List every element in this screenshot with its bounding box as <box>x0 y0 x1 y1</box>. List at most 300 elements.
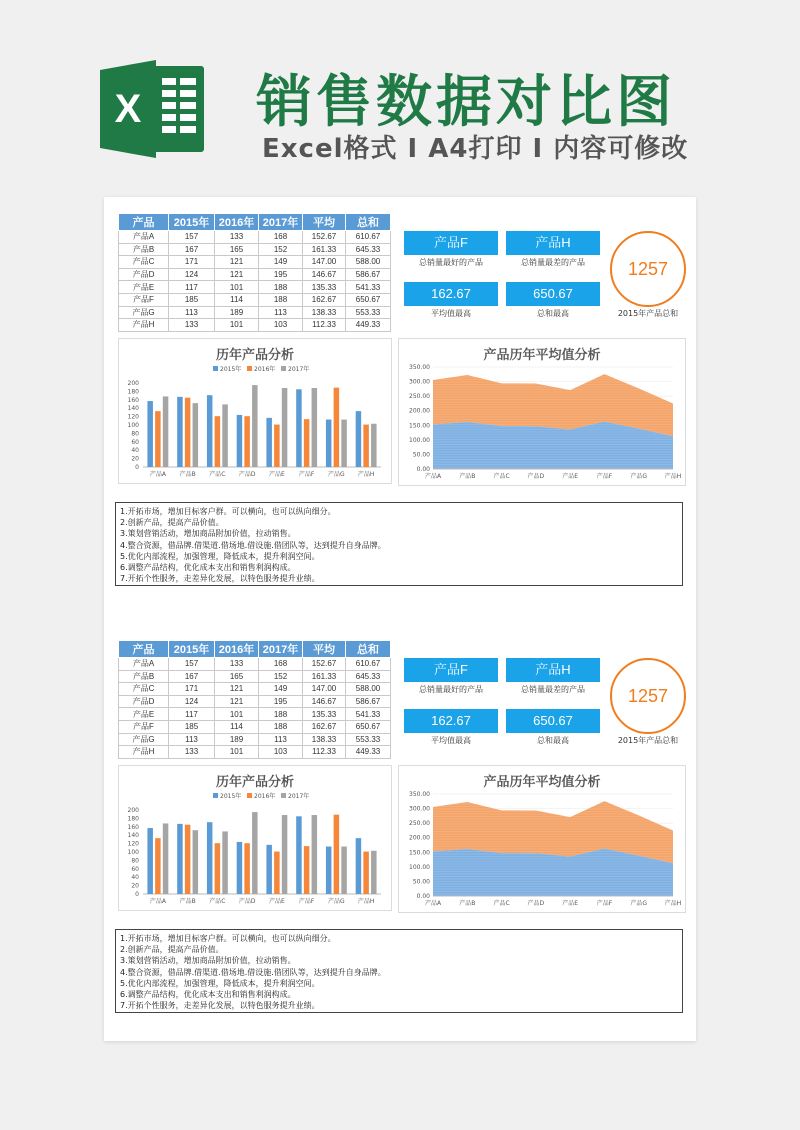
y-tick-label: 20 <box>131 882 139 890</box>
y-tick-label: 150.00 <box>409 849 430 857</box>
x-tick-label: 产品B <box>179 898 196 905</box>
legend-label: 2017年 <box>288 366 310 373</box>
table-cell: 133 <box>215 658 259 671</box>
worst-product-box: 产品H <box>506 231 600 255</box>
bar <box>363 852 369 894</box>
legend-label: 2016年 <box>254 366 276 373</box>
x-tick-label: 产品B <box>179 471 196 478</box>
y-tick-label: 150.00 <box>409 422 430 430</box>
bar <box>185 825 191 894</box>
y-tick-label: 180 <box>127 388 139 396</box>
table-cell: 117 <box>169 708 215 721</box>
table-cell: 161.33 <box>303 243 346 256</box>
table-row <box>119 733 391 746</box>
table-cell: 449.33 <box>346 746 391 759</box>
table-cell: 588.00 <box>346 683 391 696</box>
table-row <box>119 231 391 244</box>
table-cell: 168 <box>259 231 303 244</box>
table-cell: 161.33 <box>303 670 346 683</box>
total-2015-circle: 1257 <box>610 231 686 307</box>
table-cell: 产品A <box>119 658 169 671</box>
bar <box>282 815 288 894</box>
x-tick-label: 产品C <box>209 898 226 905</box>
table-cell: 121 <box>215 256 259 269</box>
table-cell: 152.67 <box>303 658 346 671</box>
table-cell: 189 <box>215 306 259 319</box>
area-chart-title: 产品历年平均值分析 <box>483 775 601 790</box>
table-cell: 产品G <box>119 733 169 746</box>
bar <box>207 395 213 467</box>
note-line: 5.优化内部流程，加强管理，降低成本，提升利润空间。 <box>120 978 320 988</box>
table-header-cell: 平均 <box>303 214 346 231</box>
table-cell: 产品D <box>119 695 169 708</box>
table-cell: 117 <box>169 281 215 294</box>
y-tick-label: 200 <box>127 380 139 387</box>
y-tick-label: 160 <box>127 823 139 831</box>
notes-box <box>115 502 683 586</box>
y-tick-label: 300.00 <box>409 378 430 386</box>
legend-swatch <box>247 793 252 798</box>
note-line: 3.策划营销活动，增加商品附加价值，拉动销售。 <box>120 956 296 966</box>
table-row <box>119 683 391 696</box>
worst-product-box: 产品H <box>506 658 600 682</box>
bar <box>363 425 369 467</box>
table-cell: 610.67 <box>346 231 391 244</box>
table-cell: 133 <box>215 231 259 244</box>
x-tick-label: 产品A <box>424 473 442 480</box>
x-tick-label: 产品B <box>459 900 476 907</box>
area-chart-panel <box>398 765 686 913</box>
y-tick-label: 100 <box>127 849 139 856</box>
table-cell: 产品H <box>119 319 169 332</box>
sales-table <box>118 213 391 332</box>
table-row <box>119 306 391 319</box>
legend-label: 2015年 <box>220 793 242 800</box>
table-header-cell: 2015年 <box>169 214 215 231</box>
bar <box>334 388 340 467</box>
table-header-cell: 2017年 <box>259 214 303 231</box>
note-line: 2.创新产品，提高产品价值。 <box>120 945 224 955</box>
max-total-box: 650.67 <box>506 282 600 306</box>
table-cell: 135.33 <box>303 281 346 294</box>
table-cell: 135.33 <box>303 708 346 721</box>
table-row <box>119 281 391 294</box>
y-tick-label: 0.00 <box>416 893 430 900</box>
x-tick-label: 产品E <box>268 471 285 478</box>
y-tick-label: 200.00 <box>409 834 430 842</box>
table-row <box>119 256 391 269</box>
table-header-row <box>119 214 391 231</box>
legend-swatch <box>281 366 286 371</box>
table-row <box>119 695 391 708</box>
x-tick-label: 产品G <box>630 473 648 480</box>
legend-label: 2015年 <box>220 366 242 373</box>
table-cell: 650.67 <box>346 720 391 733</box>
table-cell: 449.33 <box>346 319 391 332</box>
bar-chart-panel <box>118 765 392 911</box>
table-cell: 产品C <box>119 256 169 269</box>
table-cell: 产品B <box>119 670 169 683</box>
y-tick-label: 350.00 <box>409 791 430 798</box>
area-chart-panel <box>398 338 686 486</box>
bar <box>334 815 340 894</box>
legend-swatch <box>213 366 218 371</box>
table-cell: 113 <box>259 733 303 746</box>
legend-swatch <box>247 366 252 371</box>
bar <box>341 420 347 467</box>
table-header-cell: 总和 <box>346 641 391 658</box>
table-cell: 133 <box>169 319 215 332</box>
bar <box>177 397 183 467</box>
table-cell: 产品F <box>119 293 169 306</box>
table-cell: 101 <box>215 708 259 721</box>
table-cell: 165 <box>215 670 259 683</box>
x-tick-label: 产品D <box>527 473 545 480</box>
x-tick-label: 产品D <box>238 471 256 478</box>
table-header-cell: 2016年 <box>215 214 259 231</box>
bar <box>193 830 199 894</box>
y-tick-label: 250.00 <box>409 820 430 828</box>
table-cell: 188 <box>259 708 303 721</box>
excel-logo-icon <box>100 60 208 158</box>
note-line: 1.开拓市场，增加目标客户群。可以横向，也可以纵向细分。 <box>120 934 336 943</box>
y-tick-label: 80 <box>131 857 139 865</box>
table-cell: 103 <box>259 746 303 759</box>
table-header-cell: 产品 <box>119 641 169 658</box>
table-header-cell: 平均 <box>303 641 346 658</box>
table-cell: 101 <box>215 746 259 759</box>
table-row <box>119 319 391 332</box>
table-cell: 101 <box>215 281 259 294</box>
bar <box>356 411 362 467</box>
table-cell: 588.00 <box>346 256 391 269</box>
bar-chart-title: 历年产品分析 <box>215 775 294 790</box>
y-tick-label: 100.00 <box>409 863 430 871</box>
x-tick-label: 产品D <box>527 900 545 907</box>
table-cell: 541.33 <box>346 281 391 294</box>
total-2015-caption: 2015年产品总和 <box>617 309 679 318</box>
table-cell: 124 <box>169 268 215 281</box>
worst-product-caption: 总销量最差的产品 <box>521 258 585 267</box>
bar <box>274 425 280 467</box>
x-tick-label: 产品G <box>328 898 345 905</box>
header <box>0 0 800 180</box>
best-product-box: 产品F <box>404 658 498 682</box>
x-tick-label: 产品F <box>596 473 613 480</box>
table-cell: 149 <box>259 683 303 696</box>
table-cell: 650.67 <box>346 293 391 306</box>
table-cell: 157 <box>169 231 215 244</box>
y-tick-label: 160 <box>127 396 139 404</box>
bar <box>326 847 332 894</box>
table-cell: 167 <box>169 670 215 683</box>
table-cell: 113 <box>259 306 303 319</box>
bar <box>282 388 288 467</box>
bar <box>185 398 191 467</box>
table-cell: 124 <box>169 695 215 708</box>
bar <box>304 419 310 467</box>
x-tick-label: 产品A <box>424 900 442 907</box>
note-line: 7.开拓个性服务，走差异化发展，以特色服务提升业绩。 <box>120 574 320 584</box>
bar <box>341 847 347 894</box>
y-tick-label: 50.00 <box>412 878 430 886</box>
x-tick-label: 产品E <box>562 473 579 480</box>
table-cell: 645.33 <box>346 243 391 256</box>
table-cell: 162.67 <box>303 293 346 306</box>
note-line: 4.整合资源，借品牌.借渠道.借场地.借设施.借团队等，达到提升自身品牌。 <box>120 540 386 550</box>
table-cell: 产品C <box>119 683 169 696</box>
bar <box>274 852 280 894</box>
table-cell: 188 <box>259 293 303 306</box>
max-total-caption: 总和最高 <box>537 309 569 318</box>
y-tick-label: 350.00 <box>409 364 430 371</box>
x-tick-label: 产品A <box>149 898 166 905</box>
legend-label: 2016年 <box>254 793 276 800</box>
best-product-caption: 总销量最好的产品 <box>419 258 483 267</box>
note-line: 6.调整产品结构，优化成本支出和销售利润构成。 <box>120 990 296 1000</box>
note-line: 1.开拓市场，增加目标客户群。可以横向，也可以纵向细分。 <box>120 507 336 516</box>
x-tick-label: 产品C <box>493 473 510 480</box>
note-line: 2.创新产品，提高产品价值。 <box>120 518 224 528</box>
max-total-box: 650.67 <box>506 709 600 733</box>
y-tick-label: 60 <box>131 438 139 446</box>
bar <box>371 851 377 894</box>
y-tick-label: 0 <box>135 891 139 898</box>
notes-box <box>115 929 683 1013</box>
total-2015-circle: 1257 <box>610 658 686 734</box>
table-cell: 171 <box>169 683 215 696</box>
table-cell: 553.33 <box>346 306 391 319</box>
y-tick-label: 0 <box>135 464 139 471</box>
table-row <box>119 293 391 306</box>
table-cell: 114 <box>215 720 259 733</box>
table-cell: 138.33 <box>303 733 346 746</box>
bar <box>371 424 377 467</box>
bar <box>237 415 243 467</box>
bar <box>296 816 302 894</box>
max-average-box: 162.67 <box>404 709 498 733</box>
table-row <box>119 720 391 733</box>
report-block-1 <box>104 197 696 597</box>
table-header-cell: 总和 <box>346 214 391 231</box>
table-cell: 645.33 <box>346 670 391 683</box>
y-tick-label: 80 <box>131 430 139 438</box>
max-average-caption: 平均值最高 <box>431 309 471 318</box>
table-cell: 147.00 <box>303 256 346 269</box>
table-cell: 586.67 <box>346 268 391 281</box>
total-2015-caption: 2015年产品总和 <box>617 736 679 745</box>
table-cell: 101 <box>215 319 259 332</box>
table-header-cell: 2017年 <box>259 641 303 658</box>
table-cell: 产品F <box>119 720 169 733</box>
y-tick-label: 250.00 <box>409 393 430 401</box>
bar <box>222 404 228 467</box>
area-chart-title: 产品历年平均值分析 <box>483 348 601 363</box>
y-tick-label: 140 <box>127 405 139 413</box>
table-cell: 541.33 <box>346 708 391 721</box>
y-tick-label: 100 <box>127 422 139 429</box>
bar <box>266 418 272 467</box>
table-cell: 产品H <box>119 746 169 759</box>
table-header-cell: 2015年 <box>169 641 215 658</box>
table-cell: 133 <box>169 746 215 759</box>
y-tick-label: 300.00 <box>409 805 430 813</box>
worst-product-caption: 总销量最差的产品 <box>521 685 585 694</box>
y-tick-label: 40 <box>131 874 139 882</box>
table-cell: 610.67 <box>346 658 391 671</box>
bar <box>252 812 258 894</box>
table-cell: 103 <box>259 319 303 332</box>
table-cell: 产品B <box>119 243 169 256</box>
x-tick-label: 产品C <box>493 900 510 907</box>
legend-swatch <box>213 793 218 798</box>
table-cell: 553.33 <box>346 733 391 746</box>
table-cell: 产品A <box>119 231 169 244</box>
bar <box>155 411 161 467</box>
table-cell: 产品E <box>119 708 169 721</box>
y-tick-label: 200.00 <box>409 407 430 415</box>
x-tick-label: 产品F <box>596 900 613 907</box>
note-line: 7.开拓个性服务，走差异化发展，以特色服务提升业绩。 <box>120 1001 320 1011</box>
table-cell: 171 <box>169 256 215 269</box>
svg-text:X: X <box>114 87 142 131</box>
table-row <box>119 746 391 759</box>
bar <box>163 396 169 467</box>
table-cell: 165 <box>215 243 259 256</box>
best-product-box: 产品F <box>404 231 498 255</box>
table-cell: 185 <box>169 720 215 733</box>
table-cell: 188 <box>259 720 303 733</box>
y-tick-label: 120 <box>127 840 139 848</box>
x-tick-label: 产品H <box>664 473 682 480</box>
bar <box>163 823 169 894</box>
y-tick-label: 20 <box>131 455 139 463</box>
bar <box>244 416 250 467</box>
table-cell: 146.67 <box>303 695 346 708</box>
table-cell: 152 <box>259 243 303 256</box>
table-cell: 121 <box>215 268 259 281</box>
sales-table <box>118 640 391 759</box>
table-cell: 112.33 <box>303 746 346 759</box>
table-cell: 162.67 <box>303 720 346 733</box>
bar <box>356 838 362 894</box>
x-tick-label: 产品H <box>357 898 375 905</box>
table-cell: 138.33 <box>303 306 346 319</box>
x-tick-label: 产品F <box>298 471 315 478</box>
bar <box>147 401 153 467</box>
table-header-row <box>119 641 391 658</box>
table-row <box>119 670 391 683</box>
table-row <box>119 268 391 281</box>
x-tick-label: 产品D <box>238 898 256 905</box>
y-tick-label: 200 <box>127 807 139 814</box>
table-cell: 产品D <box>119 268 169 281</box>
table-cell: 121 <box>215 695 259 708</box>
note-line: 3.策划营销活动，增加商品附加价值，拉动销售。 <box>120 529 296 539</box>
y-tick-label: 120 <box>127 413 139 421</box>
max-total-caption: 总和最高 <box>537 736 569 745</box>
page-subtitle: Excel格式 I A4打印 I 内容可修改 <box>262 134 689 164</box>
table-header-cell: 2016年 <box>215 641 259 658</box>
y-tick-label: 140 <box>127 832 139 840</box>
x-tick-label: 产品B <box>459 473 476 480</box>
bar <box>304 846 310 894</box>
table-cell: 195 <box>259 695 303 708</box>
best-product-caption: 总销量最好的产品 <box>419 685 483 694</box>
table-row <box>119 708 391 721</box>
x-tick-label: 产品H <box>357 471 375 478</box>
table-cell: 149 <box>259 256 303 269</box>
x-tick-label: 产品C <box>209 471 226 478</box>
table-cell: 586.67 <box>346 695 391 708</box>
table-cell: 167 <box>169 243 215 256</box>
max-average-box: 162.67 <box>404 282 498 306</box>
note-line: 6.调整产品结构，优化成本支出和销售利润构成。 <box>120 563 296 573</box>
bar <box>312 388 318 467</box>
table-cell: 113 <box>169 306 215 319</box>
table-cell: 147.00 <box>303 683 346 696</box>
table-cell: 168 <box>259 658 303 671</box>
y-tick-label: 40 <box>131 447 139 455</box>
table-cell: 185 <box>169 293 215 306</box>
y-tick-label: 0.00 <box>416 466 430 473</box>
legend-label: 2017年 <box>288 793 310 800</box>
table-cell: 产品E <box>119 281 169 294</box>
y-tick-label: 60 <box>131 865 139 873</box>
note-line: 5.优化内部流程，加强管理，降低成本，提升利润空间。 <box>120 551 320 561</box>
bar <box>207 822 213 894</box>
table-row <box>119 243 391 256</box>
y-tick-label: 50.00 <box>412 451 430 459</box>
table-cell: 121 <box>215 683 259 696</box>
table-cell: 152.67 <box>303 231 346 244</box>
x-tick-label: 产品H <box>664 900 682 907</box>
table-row <box>119 658 391 671</box>
bar <box>326 420 332 467</box>
table-header-cell: 产品 <box>119 214 169 231</box>
bar <box>147 828 153 894</box>
x-tick-label: 产品E <box>562 900 579 907</box>
bar <box>296 389 302 467</box>
x-tick-label: 产品F <box>298 898 315 905</box>
bar <box>215 416 221 467</box>
table-cell: 113 <box>169 733 215 746</box>
x-tick-label: 产品E <box>268 898 285 905</box>
table-cell: 189 <box>215 733 259 746</box>
table-cell: 157 <box>169 658 215 671</box>
table-cell: 112.33 <box>303 319 346 332</box>
bar <box>244 843 250 894</box>
bar <box>222 831 228 894</box>
y-tick-label: 100.00 <box>409 436 430 444</box>
table-cell: 产品G <box>119 306 169 319</box>
bar <box>312 815 318 894</box>
bar <box>252 385 258 467</box>
x-tick-label: 产品G <box>328 471 345 478</box>
table-cell: 152 <box>259 670 303 683</box>
bar-chart-title: 历年产品分析 <box>215 348 294 363</box>
table-cell: 146.67 <box>303 268 346 281</box>
bar-chart-panel <box>118 338 392 484</box>
bar <box>193 403 199 467</box>
x-tick-label: 产品G <box>630 900 648 907</box>
table-cell: 188 <box>259 281 303 294</box>
bar <box>215 843 221 894</box>
bar <box>155 838 161 894</box>
max-average-caption: 平均值最高 <box>431 736 471 745</box>
y-tick-label: 180 <box>127 815 139 823</box>
page-title: 销售数据对比图 <box>256 70 676 135</box>
